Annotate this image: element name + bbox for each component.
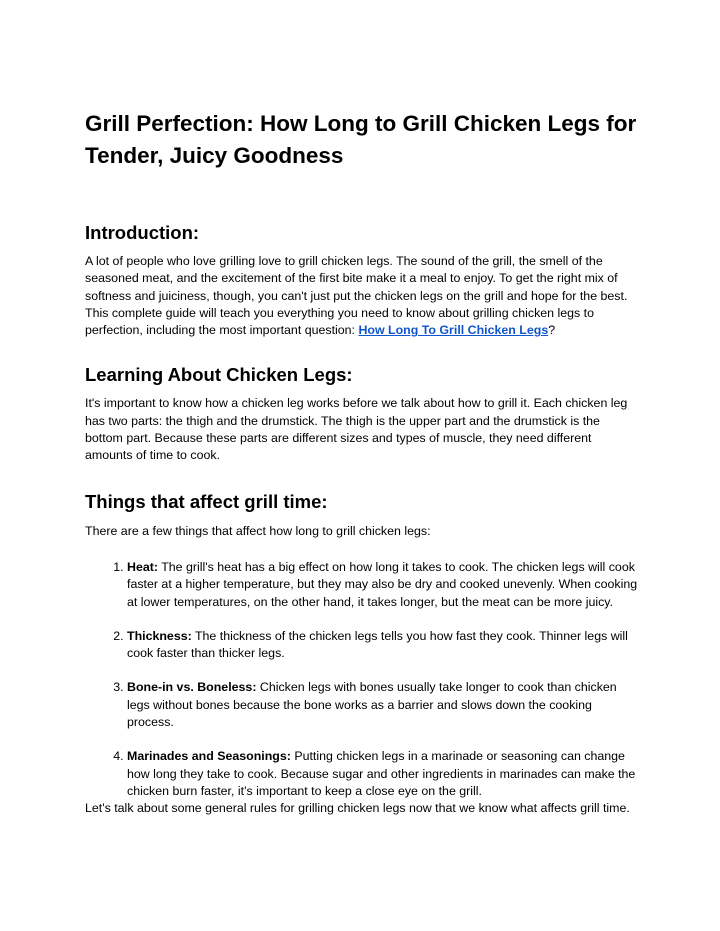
introduction-text-end: ?: [548, 323, 556, 338]
closing-paragraph: Let's talk about some general rules for grilling chicken legs now that we know what affects grill time.: [85, 801, 630, 816]
list-item-term: Thickness:: [127, 628, 192, 643]
list-item-term: Heat:: [127, 559, 158, 574]
list-item-term: Bone-in vs. Boneless:: [127, 680, 257, 695]
document-title: Grill Perfection: How Long to Grill Chicken Legs for Tender, Juicy Goodness: [85, 111, 637, 168]
list-item-text: The thickness of the chicken legs tells you how fast they cook. Thinner legs will cook faster than thicker legs.: [127, 628, 628, 661]
learning-paragraph: It's important to know how a chicken leg works before we talk about how to grill it. Each chicken leg has two parts: the thigh and the drumstick. The thigh is the upper part and the drumstick is the bottom part. Because these parts are different sizes and types of muscle, they need different amounts of time to cook.: [85, 396, 628, 463]
list-item: [127, 628, 641, 663]
list-item-text: Chicken legs with bones usually take longer to cook than chicken legs without bones because the bone works as a barrier and slows down the cooking process.: [127, 680, 617, 730]
list-item-text: Putting chicken legs in a marinade or seasoning can change how long they take to cook. Because sugar and other ingredients in marinades can make the chicken burn faster, it's important to keep a close eye on the grill.: [127, 749, 636, 798]
factors-heading: Things that affect grill time:: [85, 490, 328, 512]
introduction-heading: Introduction:: [85, 222, 200, 243]
list-item: [127, 748, 641, 800]
document-page: [85, 108, 641, 818]
introduction-paragraph: [85, 253, 641, 339]
list-item: [127, 559, 641, 611]
list-item-term: Marinades and Seasonings:: [127, 749, 291, 764]
factors-intro: There are a few things that affect how long to grill chicken legs:: [85, 523, 431, 538]
list-item: [127, 679, 641, 731]
grill-time-link[interactable]: How Long To Grill Chicken Legs: [358, 323, 549, 338]
factors-list: [85, 559, 641, 800]
learning-heading: Learning About Chicken Legs:: [85, 364, 353, 386]
list-item-text: The grill's heat has a big effect on how long it takes to cook. The chicken legs will cook faster at a higher temperature, but they may also be dry and cooked unevenly. When cooking at lower temperatures, on the other hand, it takes longer, but the meat can be more juicy.: [127, 559, 638, 609]
introduction-text: A lot of people who love grilling love to grill chicken legs. The sound of the grill, the smell of the seasoned meat, and the excitement of the first bite make it a meal to enjoy. To get the right mix of softness and juiciness, though, you can't just put the chicken legs on the grill and hope for the best. This complete guide will teach you everything you need to know about grilling chicken legs to perfection, including the most important question:: [85, 254, 628, 338]
